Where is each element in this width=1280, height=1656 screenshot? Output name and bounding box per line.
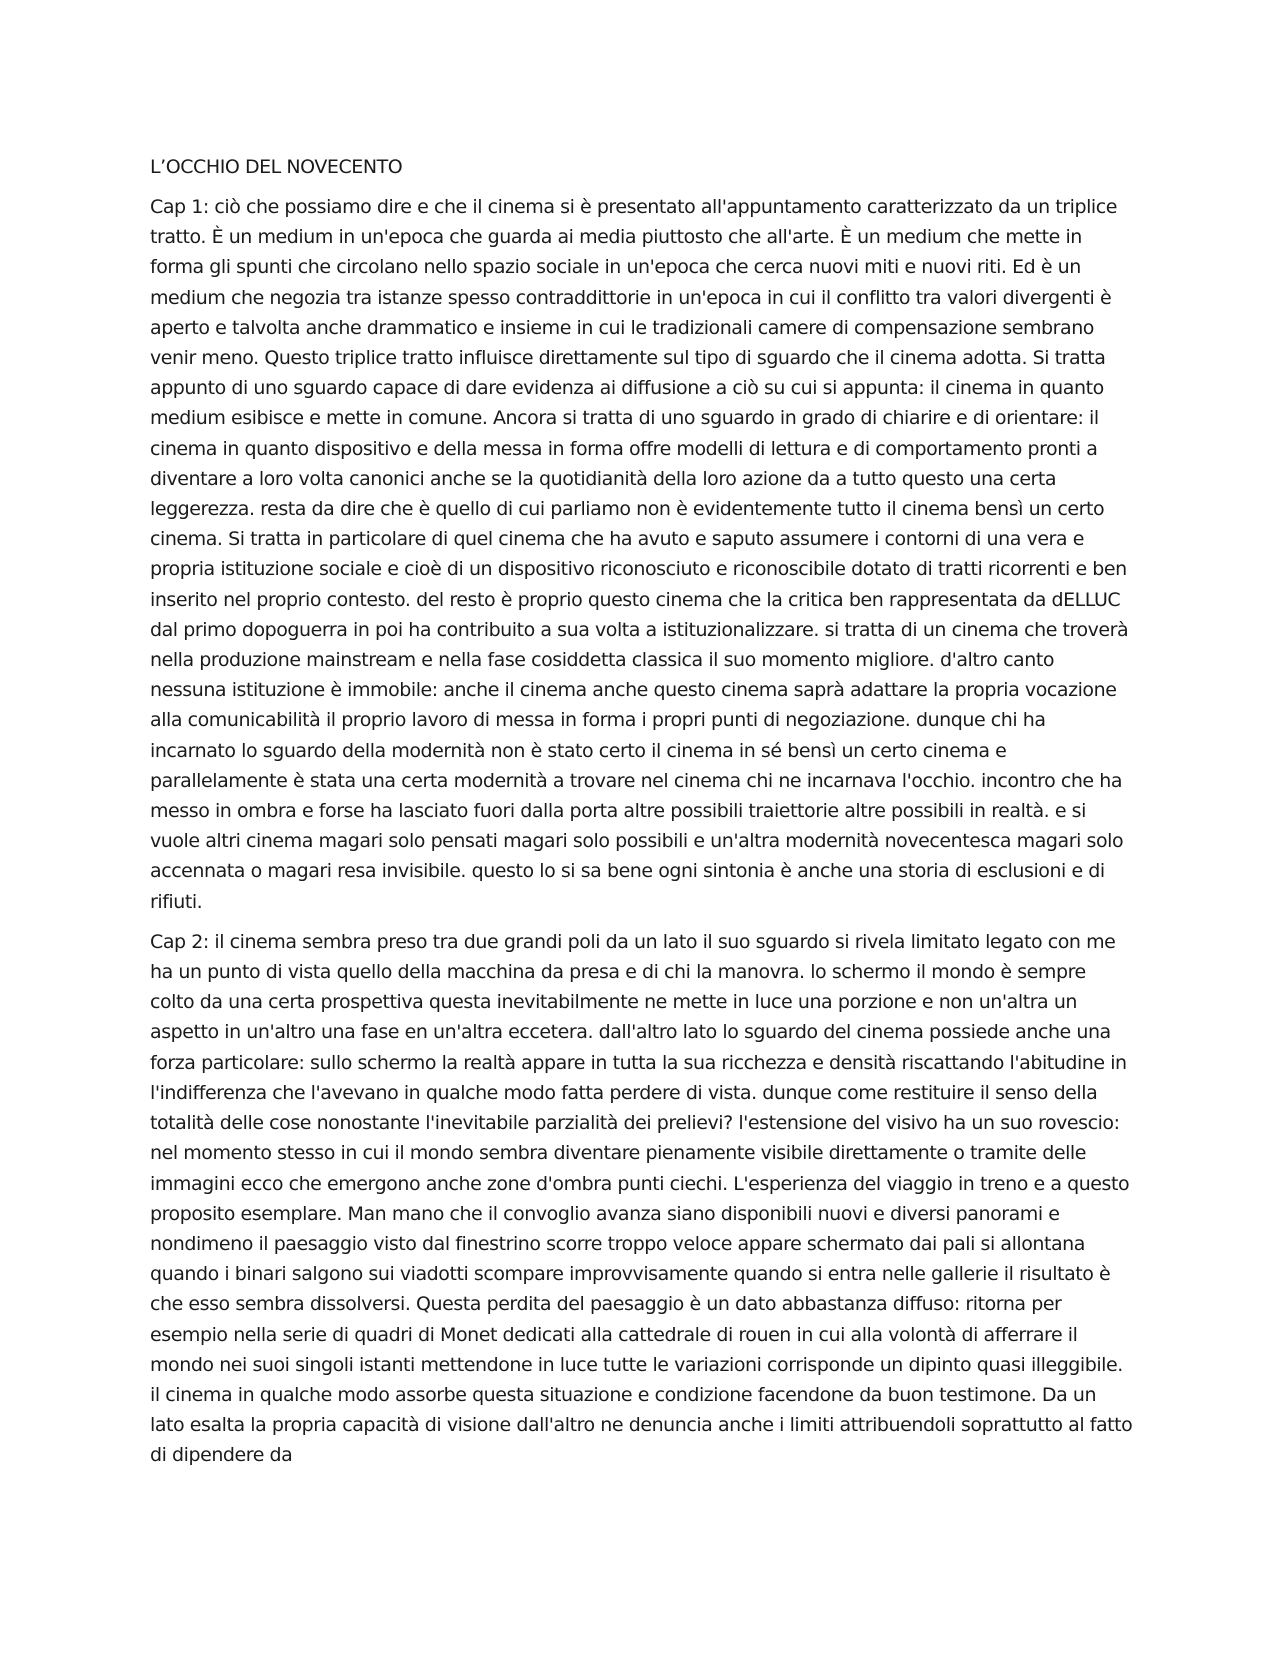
paragraph-chapter-1: Cap 1: ciò che possiamo dire e che il cinema si è presentato all'appuntamento caratterizzato da un triplice tratto. È un medium in un'epoca che guarda ai media piuttosto che all'arte. È un medium che mette in forma gli spunti che circolano nello spazio sociale in un'epoca che cerca nuovi miti e nuovi riti. Ed è un medium che negozia tra istanze spesso contraddittorie in un'epoca in cui il conflitto tra valori divergenti è aperto e talvolta anche drammatico e insieme in cui le tradizionali camere di compensazione sembrano venir meno. Questo triplice tratto influisce direttamente sul tipo di sguardo che il cinema adotta. Si tratta appunto di uno sguardo capace di dare evidenza ai diffusione a ciò su cui si appunta: il cinema in quanto medium esibisce e mette in comune. Ancora si tratta di uno sguardo in grado di chiarire e di orientare: il cinema in quanto dispositivo e della messa in forma offre modelli di lettura e di comportamento pronti a diventare a loro volta canonici anche se la quotidianità della loro azione da a tutto questo una certa leggerezza. resta da dire che è quello di cui parliamo non è evidentemente tutto il cinema bensì un certo cinema. Si tratta in particolare di quel cinema che ha avuto e saputo assumere i contorni di una vera e propria istituzione sociale e cioè di un dispositivo riconosciuto e riconoscibile dotato di tratti ricorrenti e ben inserito nel proprio contesto. del resto è proprio questo cinema che la critica ben rappresentata da dELLUC dal primo dopoguerra in poi ha contribuito a sua volta a istituzionalizzare. si tratta di un cinema che troverà nella produzione mainstream e nella fase cosiddetta classica il suo momento migliore. d'altro canto nessuna istituzione è immobile: anche il cinema anche questo cinema saprà adattare la propria vocazione alla comunicabilità il proprio lavoro di messa in forma i propri punti di negoziazione. dunque chi ha incarnato lo sguardo della modernità non è stato certo il cinema in sé bensì un certo cinema e parallelamente è stata una certa modernità a trovare nel cinema chi ne incarnava l'occhio. incontro che ha messo in ombra e forse ha lasciato fuori dalla porta altre possibili traiettorie altre possibili in realtà. e si vuole altri cinema magari solo pensati magari solo possibili e un'altra modernità novecentesca magari solo accennata o magari resa invisibile. questo lo si sa bene ogni sintonia è anche una storia di esclusioni e di rifiuti. xyxy=(150,196,1129,913)
document-title: L’OCCHIO DEL NOVECENTO xyxy=(150,156,403,178)
paragraph-chapter-2: Cap 2: il cinema sembra preso tra due grandi poli da un lato il suo sguardo si rivela limitato legato con me ha un punto di vista quello della macchina da presa e di chi la manovra. lo schermo il mondo è sempre colto da una certa prospettiva questa inevitabilmente ne mette in luce una porzione e non un'altra un aspetto in un'altro una fase en un'altra eccetera. dall'altro lato lo sguardo del cinema possiede anche una forza particolare: sullo schermo la realtà appare in tutta la sua ricchezza e densità riscattando l'abitudine in l'indifferenza che l'avevano in qualche modo fatta perdere di vista. dunque come restituire il senso della totalità delle cose nonostante l'inevitabile parzialità dei prelievi? l'estensione del visivo ha un suo rovescio: nel momento stesso in cui il mondo sembra diventare pienamente visibile direttamente o tramite delle immagini ecco che emergono anche zone d'ombra punti ciechi. L'esperienza del viaggio in treno e a questo proposito esemplare. Man mano che il convoglio avanza siano disponibili nuovi e diversi panorami e nondimeno il paesaggio visto dal finestrino scorre troppo veloce appare schermato dai pali si allontana quando i binari salgono sui viadotti scompare improvvisamente quando si entra nelle gallerie il risultato è che esso sembra dissolversi. Questa perdita del paesaggio è un dato abbastanza diffuso: ritorna per esempio nella serie di quadri di Monet dedicati alla cattedrale di rouen in cui alla volontà di afferrare il mondo nei suoi singoli istanti mettendone in luce tutte le variazioni corrisponde un dipinto quasi illeggibile. il cinema in qualche modo assorbe questa situazione e condizione facendone da buon testimone. Da un lato esalta la propria capacità di visione dall'altro ne denuncia anche i limiti attribuendoli soprattutto al fatto di dipendere da xyxy=(150,930,1133,1467)
document-body xyxy=(150,152,1135,1481)
